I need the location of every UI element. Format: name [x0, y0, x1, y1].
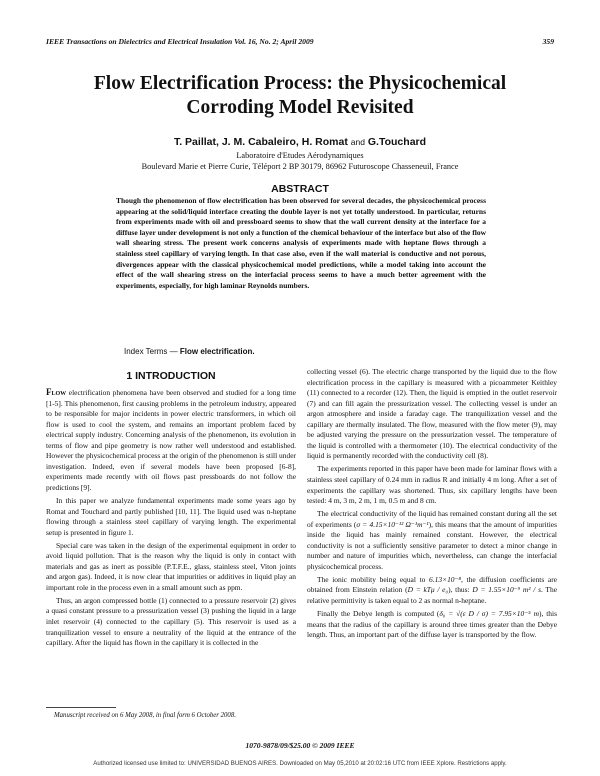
index-terms-separator: —: [167, 347, 180, 356]
author-list: [40, 136, 560, 148]
journal-info: IEEE Transactions on Dielectrics and Electrical Insulation Vol. 16, No. 2; April 2009: [46, 37, 314, 46]
index-terms: [124, 347, 255, 356]
index-terms-label: Index Terms: [124, 347, 168, 356]
right-paragraph-3: The electrical conductivity of the liquid has remained constant during all the set of experiments (σ = 4.15×10⁻¹² Ω⁻¹m⁻¹), this means that the amount of impurities inside the liquid has mainly remained constant. However, the electrical conductivity is not a sufficiently sensitive parameter to detect a minor change in number and nature of impurities which, nevertheless, can change the interfacial physicochemical process.: [307, 509, 557, 571]
running-head: [46, 37, 554, 49]
abstract-text: Though the phenomenon of flow electrification has been observed for several decades, the physicochemical process appearing at the solid/liquid interface creating the double layer is not yet totally understood. In particular, returns from experiments made with oil and pressboard seems to show that the wall current density at the interface for a diffuse layer under development is not only a function of the chemical behaviour of the interface but also of the flow wall shearing stress. The present work concerns analysis of experiments made with heptane flows through a stainless steel capillary of varying length. In that case also, even if the wall material is conductive and not porous, divergences appear with the classical physicochemical model predictions, while a model taking into account the effect of the wall shearing stress on the interfacial process seems to have a much better agreement with the experiments, especially, for high laminar Reynolds numbers.: [116, 196, 486, 290]
affiliation-lab: Laboratoire d'Etudes Aérodynamiques: [236, 151, 364, 160]
intro-paragraph-1: Flow electrification phenomena have been observed and studied for a long time [1-5]. This phenomenon, first causing problems in the petroleum industry, appeared to be responsible for major incidents in power electric transformers, in which oil flow is used to cool the system, and remains an important problem faced by electrical supply industry. Concerning analysis of the phenomenon, its evolution in terms of flow and pipe geometry is now rather well understood and established. However the physicochemical process at the origin of the phenomenon is still under investigation. Indeed, even if several models have been proposed [6-8], experiments made recently with oil flows past pressboards do not follow the predictions [9].: [46, 387, 296, 492]
intro-paragraph-2: In this paper we analyze fundamental experiments made some years ago by Romat and Touchard and partly published [10, 11]. The liquid used was n-heptane flowing through a stainless steel capillary of varying length. The experimental setup is presented in figure 1.: [46, 495, 296, 537]
abstract-heading: ABSTRACT: [271, 183, 329, 195]
author-conjunction: and: [350, 137, 365, 147]
title-line-2: Corroding Model Revisited: [186, 97, 414, 118]
paper-title: [40, 72, 560, 120]
footnote-rule: [46, 707, 116, 708]
einstein-formula: D = kTμ / e₀: [407, 585, 449, 595]
conductivity-formula: σ = 4.15×10⁻¹² Ω⁻¹m⁻¹: [356, 519, 429, 529]
right-column: [307, 367, 557, 641]
download-notice: Authorized licensed use limited to: UNIVERSIDAD BUENOS AIRES. Downloaded on May 05,2010 at 20:02:16 UTC from IEEE Xplore. Restrictions apply.: [93, 760, 507, 767]
right-paragraph-2: The experiments reported in this paper have been made for laminar flows with a stainless steel capillary of 0.24 mm in radius R and initially 4 m long. After a set of experiments the capillary was shortened. Thus, six capillary lengths have been tested: 4 m, 3 m, 2 m, 1 m, 0.5 m and 8 cm.: [307, 464, 557, 506]
author-last: G.Touchard: [367, 136, 427, 148]
section-heading-introduction: 1 INTRODUCTION: [126, 370, 216, 382]
title-line-1: Flow Electrification Process: the Physicochemical: [93, 73, 507, 94]
right-paragraph-1: collecting vessel (6). The electric charge transported by the liquid due to the flow electrification process in the capillary is measured with a picoammeter Keithley (11) connected to a recorder (12). Then, the liquid is emptied in the outlet reservoir (7) and can fill again the pressurization vessel. The collecting vessel is under an argon atmosphere and inside a faraday cage. The tranquilization vessel and the capillary are thermally insulated. The flow, measured with the flow meter (9), may be adjusted varying the pressure on the pressurization vessel. The temperature of the liquid is controlled with a thermometer (10). The electrical conductivity of the liquid is permanently recorded with the conductivity cell (8).: [307, 367, 557, 461]
intro-paragraph-4: Thus, an argon compressed bottle (1) connected to a pressure reservoir (2) gives a quasi constant pressure to a pressurization vessel (3) pushing the liquid in a large inlet reservoir (4) connected to the capillary (5). This reservoir is used as a tranquilization vessel to ensure a neutrality of the liquid at the entrance of the capillary. After the liquid has flown in the capillary it is collected in the: [46, 595, 296, 648]
right-paragraph-5: Finally the Debye length is computed (δ₀ = √(ε D / σ) = 7.95×10⁻⁵ m), this means that the radius of the capillary is around three times greater than the Debye length. Thus, an important part of the diffuse layer is transported by the flow.: [307, 609, 557, 640]
debye-formula: δ₀ = √(ε D / σ) = 7.95×10⁻⁵ m: [439, 609, 539, 619]
intro-paragraph-3: Special care was taken in the design of the experimental equipment in order to avoid liquid pollution. That is the reason why the liquid is only in contact with materials and gas as inert as possible (P.T.F.E., glass, stainless steel, Viton joints and argon gas). Indeed, it is now clear that impurities or additives in liquid play an important role in the process even in a small amount such as ppm.: [46, 540, 296, 592]
drop-word: Flow: [46, 387, 67, 397]
author-names: T. Paillat, J. M. Cabaleiro, H. Romat: [173, 136, 348, 148]
copyright-footer: 1070-9878/09/$25.00 © 2009 IEEE: [245, 741, 355, 750]
manuscript-footnote: Manuscript received on 6 May 2008, in final form 6 October 2008.: [54, 712, 236, 719]
diffusion-formula: D = 1.55×10⁻⁹ m² / s: [472, 585, 541, 595]
right-paragraph-4: The ionic mobility being equal to 6.13×10⁻⁸, the diffusion coefficients are obtained from Einstein relation (D = kTμ / e₀), thus: D = 1.55×10⁻⁹ m² / s. The relative permittivity is taken equal to 2 as normal n-heptane.: [307, 574, 557, 605]
index-terms-value: Flow electrification.: [179, 347, 255, 356]
page-number: 359: [542, 37, 554, 46]
affiliation-address: Boulevard Marie et Pierre Curie, Téléport 2 BP 30179, 86962 Futuroscope Chasseneuil, France: [141, 162, 459, 171]
left-column: [46, 387, 296, 649]
mobility-value: 6.13×10⁻⁸: [429, 574, 462, 584]
